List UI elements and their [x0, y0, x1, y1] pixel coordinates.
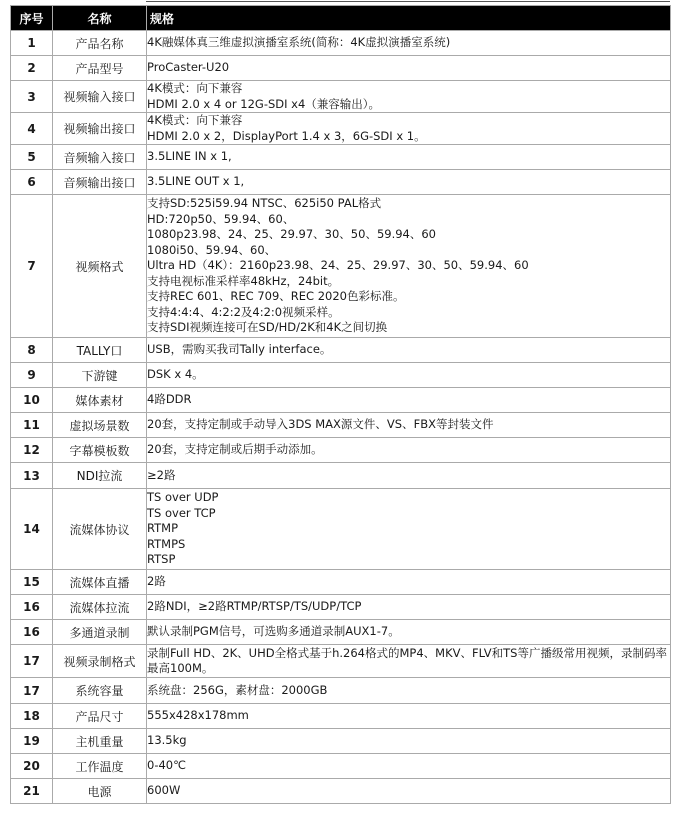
row-spec — [147, 704, 671, 729]
row-name: 多通道录制 — [53, 620, 147, 645]
table-row — [11, 489, 671, 570]
row-name: 产品型号 — [53, 56, 147, 81]
spec-line: RTMP — [147, 521, 179, 536]
spec-line: 支持SDI视频连接可在SD/HD/2K和4K之间切换 — [147, 320, 388, 335]
row-name: 主机重量 — [53, 729, 147, 754]
spec-line: 支持SD:525i59.94 NTSC、625i50 PAL格式 — [147, 196, 382, 211]
row-spec — [147, 620, 671, 645]
header-spec: 规格 — [147, 6, 671, 31]
row-spec — [147, 170, 671, 195]
row-number: 10 — [11, 388, 53, 413]
spec-line: HD:720p50、59.94、60、 — [147, 211, 295, 226]
row-number: 4 — [11, 113, 53, 145]
row-name: TALLY口 — [53, 338, 147, 363]
table-row — [11, 31, 671, 56]
table-row — [11, 704, 671, 729]
table-row — [11, 195, 671, 338]
row-name: 字幕模板数 — [53, 438, 147, 463]
table-row — [11, 729, 671, 754]
spec-line: 4K模式：向下兼容 — [147, 81, 243, 95]
row-spec — [147, 645, 671, 678]
spec-line: 3.5LINE IN x 1, — [147, 149, 232, 164]
row-number: 14 — [11, 489, 53, 570]
row-name: 电源 — [53, 779, 147, 804]
row-name: 虚拟场景数 — [53, 413, 147, 438]
table-row — [11, 779, 671, 804]
row-name: 流媒体拉流 — [53, 595, 147, 620]
spec-line: 4K模式：向下兼容 — [147, 113, 243, 127]
row-number: 17 — [11, 645, 53, 678]
spec-line: 系统盘：256G，素材盘：2000GB — [147, 682, 328, 697]
spec-line: 3.5LINE OUT x 1, — [147, 174, 245, 189]
table-row — [11, 463, 671, 489]
row-name: 音频输出接口 — [53, 170, 147, 195]
row-number: 12 — [11, 438, 53, 463]
table-row — [11, 645, 671, 678]
top-rule — [146, 1, 670, 2]
row-name: 音频输入接口 — [53, 145, 147, 170]
row-number: 1 — [11, 31, 53, 56]
table-row — [11, 388, 671, 413]
row-spec — [147, 338, 671, 363]
spec-line: HDMI 2.0 x 2，DisplayPort 1.4 x 3，6G-SDI x 1。 — [147, 128, 426, 143]
spec-line: RTSP — [147, 552, 176, 567]
row-spec — [147, 56, 671, 81]
row-spec — [147, 570, 671, 595]
row-spec — [147, 779, 671, 804]
spec-line: 13.5kg — [147, 733, 187, 748]
row-number: 13 — [11, 463, 53, 489]
row-spec — [147, 81, 671, 113]
header-row — [11, 6, 671, 31]
row-number: 21 — [11, 779, 53, 804]
row-name: 工作温度 — [53, 754, 147, 779]
row-number: 3 — [11, 81, 53, 113]
row-name: 视频输入接口 — [53, 81, 147, 113]
row-number: 17 — [11, 678, 53, 704]
row-spec — [147, 489, 671, 570]
spec-line: 4路DDR — [147, 392, 192, 407]
spec-line: ≥2路 — [147, 467, 176, 482]
row-spec — [147, 363, 671, 388]
row-number: 8 — [11, 338, 53, 363]
row-spec — [147, 463, 671, 489]
row-spec — [147, 195, 671, 338]
row-name: 系统容量 — [53, 678, 147, 704]
table-row — [11, 570, 671, 595]
spec-line: 0-40℃ — [147, 758, 187, 773]
spec-line: 2路NDI，≥2路RTMP/RTSP/TS/UDP/TCP — [147, 599, 362, 614]
spec-line: 1080p23.98、24、25、29.97、30、50、59.94、60 — [147, 227, 436, 242]
row-name: 视频录制格式 — [53, 645, 147, 678]
row-name: 产品名称 — [53, 31, 147, 56]
spec-line: Ultra HD（4K）：2160p23.98、24、25、29.97、30、50、59.94、60 — [147, 258, 529, 273]
row-spec — [147, 678, 671, 704]
spec-line: 录制Full HD、2K、UHD全格式基于h.264格式的MP4、MKV、FLV和TS等广播级常用视频，录制码率最高100M。 — [147, 645, 667, 675]
row-spec — [147, 388, 671, 413]
spec-line: DSK x 4。 — [147, 367, 204, 382]
row-spec — [147, 438, 671, 463]
table-row — [11, 145, 671, 170]
row-spec — [147, 729, 671, 754]
table-row — [11, 363, 671, 388]
row-number: 2 — [11, 56, 53, 81]
row-spec — [147, 113, 671, 145]
row-name: 视频格式 — [53, 195, 147, 338]
spec-line: 支持4:4:4、4:2:2及4:2:0视频采样。 — [147, 304, 340, 319]
table-row — [11, 81, 671, 113]
spec-line: TS over UDP — [147, 490, 219, 505]
row-name: 下游键 — [53, 363, 147, 388]
row-number: 9 — [11, 363, 53, 388]
spec-line: 1080i50、59.94、60、 — [147, 242, 277, 257]
row-spec — [147, 145, 671, 170]
row-name: 流媒体直播 — [53, 570, 147, 595]
row-spec — [147, 754, 671, 779]
table-row — [11, 113, 671, 145]
row-number: 5 — [11, 145, 53, 170]
spec-line: TS over TCP — [147, 505, 216, 520]
row-number: 19 — [11, 729, 53, 754]
spec-line: USB，需购买我司Tally interface。 — [147, 342, 332, 357]
row-number: 16 — [11, 595, 53, 620]
spec-line: 默认录制PGM信号，可选购多通道录制AUX1-7。 — [147, 624, 400, 639]
table-row — [11, 338, 671, 363]
row-number: 6 — [11, 170, 53, 195]
spec-line: 4K融媒体真三维虚拟演播室系统(简称：4K虚拟演播室系统) — [147, 35, 451, 50]
row-name: 视频输出接口 — [53, 113, 147, 145]
header-name: 名称 — [53, 6, 147, 31]
row-number: 11 — [11, 413, 53, 438]
row-number: 16 — [11, 620, 53, 645]
spec-line: 555x428x178mm — [147, 708, 249, 723]
row-name: 流媒体协议 — [53, 489, 147, 570]
row-number: 18 — [11, 704, 53, 729]
row-spec — [147, 413, 671, 438]
row-name: 产品尺寸 — [53, 704, 147, 729]
spec-line: 20套，支持定制或手动导入3DS MAX源文件、VS、FBX等封装文件 — [147, 417, 494, 432]
table-row — [11, 678, 671, 704]
spec-line: 2路 — [147, 574, 166, 589]
row-number: 7 — [11, 195, 53, 338]
row-name: 媒体素材 — [53, 388, 147, 413]
table-row — [11, 754, 671, 779]
spec-line: 20套，支持定制或后期手动添加。 — [147, 442, 323, 457]
table-row — [11, 56, 671, 81]
row-number: 15 — [11, 570, 53, 595]
header-no: 序号 — [11, 6, 53, 31]
spec-line: 支持电视标准采样率48kHz，24bit。 — [147, 273, 340, 288]
row-spec — [147, 31, 671, 56]
table-row — [11, 438, 671, 463]
table-row — [11, 620, 671, 645]
table-row — [11, 413, 671, 438]
spec-line: ProCaster-U20 — [147, 60, 230, 75]
row-spec — [147, 595, 671, 620]
row-number: 20 — [11, 754, 53, 779]
table-row — [11, 170, 671, 195]
spec-line: HDMI 2.0 x 4 or 12G-SDI x4（兼容输出）。 — [147, 96, 381, 111]
table-row — [11, 595, 671, 620]
spec-table — [10, 5, 671, 804]
spec-line: RTMPS — [147, 536, 186, 551]
spec-line: 支持REC 601、REC 709、REC 2020色彩标准。 — [147, 289, 405, 304]
row-name: NDI拉流 — [53, 463, 147, 489]
spec-line: 600W — [147, 783, 181, 798]
